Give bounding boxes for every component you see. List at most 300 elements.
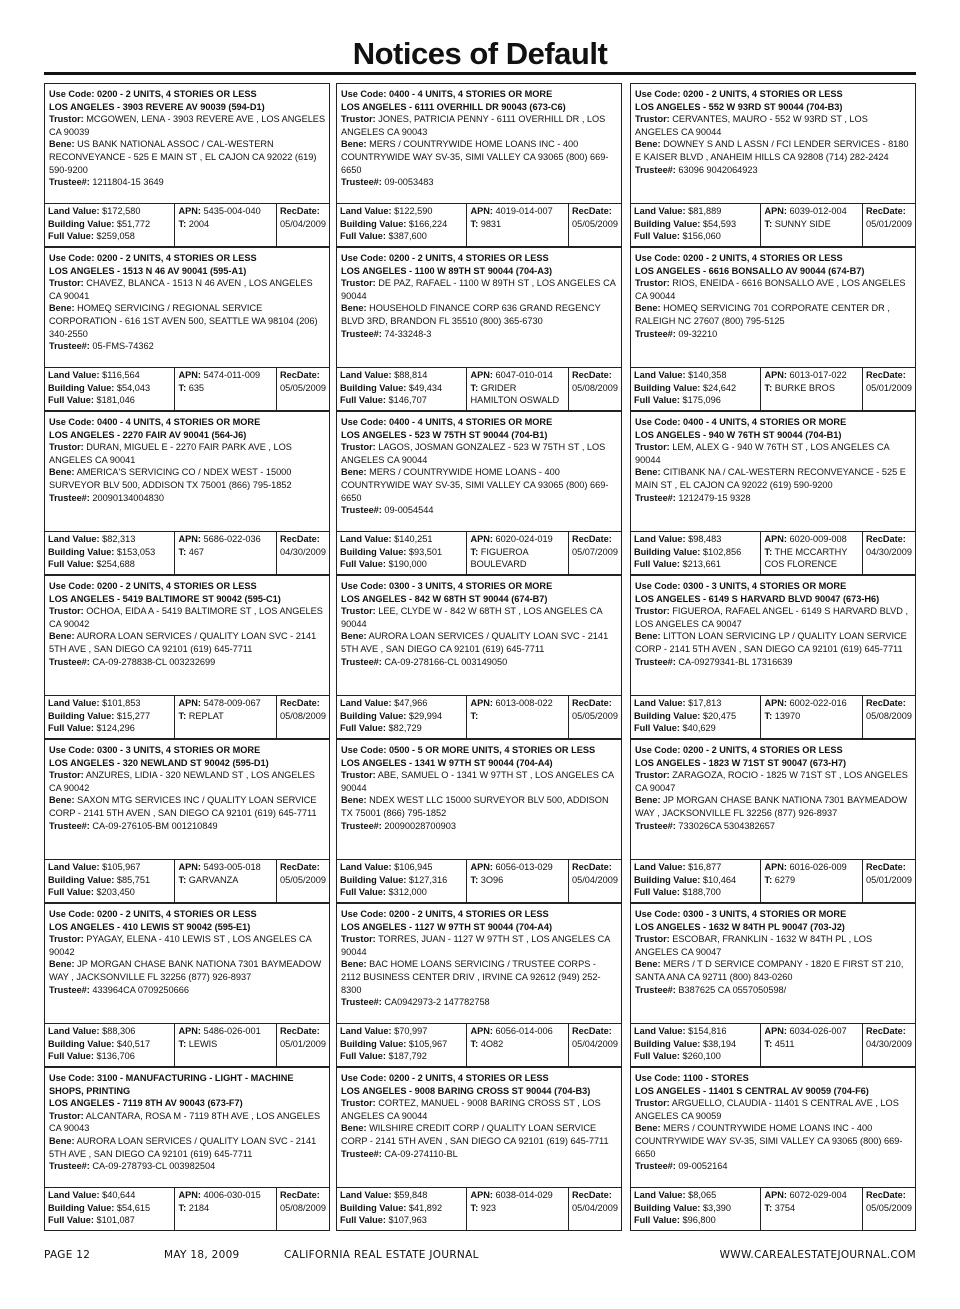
title-rule <box>44 72 916 75</box>
tract <box>178 382 273 395</box>
use-code: Use Code: 0200 - 2 UNITS, 4 STORIES OR LESS <box>341 1073 549 1083</box>
trustor-value: TORRES, JUAN - 1127 W 97TH ST , LOS ANGELES CA 90044 <box>341 934 610 957</box>
full-value-value: $175,096 <box>682 395 721 406</box>
trustor <box>341 277 618 302</box>
apn <box>764 861 859 874</box>
beneficiary <box>635 302 912 327</box>
trustor-value: ZARAGOZA, ROCIO - 1825 W 71ST ST , LOS ANGELES CA 90047 <box>635 770 908 793</box>
trustor <box>49 605 326 630</box>
apn-label: APN: <box>764 862 787 872</box>
building-value <box>48 1038 171 1051</box>
tract-value: 467 <box>188 546 205 557</box>
land-value-label: Land Value: <box>634 370 686 380</box>
beneficiary-value: MERS / COUNTRYWIDE HOME LOANS INC - 400 COUNTRYWIDE WAY SV-35, SIMI VALLEY CA 93065 (800) 669-6650 <box>341 139 609 175</box>
rec-date-cell <box>569 204 621 246</box>
rec-date-value: 05/04/2009 <box>572 1038 618 1049</box>
trustee-number <box>49 1160 326 1173</box>
land-value <box>634 1025 757 1038</box>
tract <box>764 1202 859 1215</box>
apn <box>178 369 273 382</box>
rec-date-label: RecDate: <box>866 698 906 708</box>
land-value <box>634 533 757 546</box>
building-value-label: Building Value: <box>340 382 407 393</box>
value-cell <box>337 532 467 574</box>
beneficiary-value: CITIBANK NA / CAL-WESTERN RECONVEYANCE - 525 E MAIN ST , EL CAJON CA 92022 (619) 590-9200 <box>635 467 906 490</box>
trustor <box>635 605 912 630</box>
notice-values-row <box>631 531 915 574</box>
building-value <box>340 218 463 231</box>
tract-value: 4O82 <box>480 1038 504 1049</box>
trustee-number-value: 20090028700903 <box>384 820 456 831</box>
apn <box>764 369 859 382</box>
value-cell <box>45 204 175 246</box>
building-value-value: $10,464 <box>702 874 737 885</box>
notices-column <box>336 83 622 1231</box>
notice-values-row <box>45 367 329 410</box>
rec-date-label: RecDate: <box>280 534 320 544</box>
apn-value: 6020-009-008 <box>789 534 847 544</box>
rec-date-cell <box>569 368 621 410</box>
apn-label: APN: <box>178 862 201 872</box>
trustee-number-label: Trustee#: <box>341 177 382 188</box>
land-value-value: $154,816 <box>688 1026 727 1036</box>
apn-value: 6016-026-009 <box>789 862 847 872</box>
notice-entry <box>630 903 916 1067</box>
use-code: Use Code: 0200 - 2 UNITS, 4 STORIES OR LESS <box>635 89 843 99</box>
apn-label: APN: <box>178 1026 201 1036</box>
trustor-value: ESCOBAR, FRANKLIN - 1632 W 84TH PL , LOS ANGELES CA 90047 <box>635 934 873 957</box>
land-value-label: Land Value: <box>634 698 686 708</box>
beneficiary-value: HOMEQ SERVICING 701 CORPORATE CENTER DR , RALEIGH NC 27607 (800) 795-5125 <box>635 303 890 326</box>
beneficiary-value: JP MORGAN CHASE BANK NATIONA 7301 BAYMEADOW WAY , JACKSONVILLE FL 32256 (877) 926-8937 <box>635 795 908 818</box>
beneficiary <box>49 794 326 819</box>
rec-date-cell <box>863 860 915 902</box>
building-value <box>634 546 757 559</box>
land-value <box>48 861 171 874</box>
trustor <box>49 1110 326 1135</box>
tract-value: 3O96 <box>480 874 504 885</box>
trustor <box>49 933 326 958</box>
rec-date-label: RecDate: <box>280 862 320 872</box>
trustee-number-value: CA-09279341-BL 17316639 <box>678 656 793 667</box>
beneficiary <box>341 1122 618 1147</box>
full-value-value: $190,000 <box>388 559 427 570</box>
trustee-number-value: 09-32210 <box>678 328 718 339</box>
trustor-value: DE PAZ, RAFAEL - 1100 W 89TH ST , LOS ANGELES CA 90044 <box>341 278 616 301</box>
full-value <box>48 886 171 899</box>
tract <box>178 874 273 887</box>
full-value <box>634 1050 757 1063</box>
full-value <box>634 722 757 735</box>
building-value-value: $24,642 <box>702 382 737 393</box>
building-value <box>340 874 463 887</box>
trustee-number-label: Trustee#: <box>341 656 382 667</box>
trustee-number-label: Trustee#: <box>49 341 90 352</box>
building-value-label: Building Value: <box>48 218 115 229</box>
notice-details <box>45 84 329 208</box>
full-value-label: Full Value: <box>634 887 680 898</box>
rec-date-cell <box>569 532 621 574</box>
building-value <box>634 1038 757 1051</box>
apn <box>470 697 565 710</box>
land-value-label: Land Value: <box>634 862 686 872</box>
land-value <box>340 1025 463 1038</box>
full-value-label: Full Value: <box>634 395 680 406</box>
land-value-value: $172,580 <box>102 206 141 216</box>
beneficiary-label: Bene: <box>635 1123 661 1134</box>
property-address: LOS ANGELES - 5419 BALTIMORE ST 90042 (595-C1) <box>49 593 281 604</box>
apn-value: 5435-004-040 <box>203 206 261 216</box>
value-cell <box>631 696 761 738</box>
trustor-value: PYAGAY, ELENA - 410 LEWIS ST , LOS ANGELES CA 90042 <box>49 934 312 957</box>
apn <box>178 533 273 546</box>
property-address: LOS ANGELES - 552 W 93RD ST 90044 (704-B3) <box>635 101 843 112</box>
value-cell <box>45 1188 175 1230</box>
trustee-number-value: 74-33248-3 <box>384 328 432 339</box>
trustor <box>341 605 618 630</box>
trustor-value: ALCANTARA, ROSA M - 7119 8TH AVE , LOS ANGELES CA 90043 <box>49 1110 321 1134</box>
beneficiary-value: HOUSEHOLD FINANCE CORP 636 GRAND REGENCY BLVD 3RD, BRANDON FL 35510 (800) 365-6730 <box>341 303 601 326</box>
apn-cell <box>467 204 569 246</box>
building-value-value: $166,224 <box>408 218 448 229</box>
property-address: LOS ANGELES - 1632 W 84TH PL 90047 (703-J2) <box>635 921 845 932</box>
property-address: LOS ANGELES - 1341 W 97TH ST 90044 (704-A4) <box>341 757 553 768</box>
value-cell <box>631 368 761 410</box>
building-value-label: Building Value: <box>340 1038 407 1049</box>
building-value-value: $54,043 <box>116 382 151 393</box>
full-value <box>48 394 171 407</box>
land-value-value: $140,251 <box>394 534 433 544</box>
rec-date-value: 05/08/2009 <box>866 710 912 721</box>
trustee-number-value: CA-09-274110-BL <box>384 1148 458 1159</box>
trustee-number-value: CA0942973-2 147782758 <box>384 997 490 1008</box>
beneficiary <box>49 302 326 340</box>
notice-values-row <box>45 859 329 902</box>
land-value-value: $106,945 <box>394 862 433 872</box>
property-address: LOS ANGELES - 1100 W 89TH ST 90044 (704-A3) <box>341 265 553 276</box>
tract-label: T: <box>178 1038 187 1049</box>
rec-date-label: RecDate: <box>866 370 906 380</box>
beneficiary <box>341 302 618 327</box>
tract-label: T: <box>178 546 187 557</box>
rec-date-cell <box>569 696 621 738</box>
beneficiary-label: Bene: <box>635 959 661 970</box>
apn <box>764 533 859 546</box>
rec-date-label: RecDate: <box>280 370 320 380</box>
property-address: LOS ANGELES - 3903 REVERE AV 90039 (594-D1) <box>49 101 265 112</box>
value-cell <box>45 532 175 574</box>
tract <box>764 710 859 723</box>
notice-details <box>45 412 329 536</box>
trustee-number-label: Trustee#: <box>49 1161 90 1172</box>
property-address: LOS ANGELES - 842 W 68TH ST 90044 (674-B7) <box>341 593 548 604</box>
tract-value: 3754 <box>774 1202 796 1213</box>
notice-values-row <box>337 695 621 738</box>
beneficiary-label: Bene: <box>635 795 661 806</box>
tract-value: 9831 <box>480 218 502 229</box>
trustee-number-label: Trustee#: <box>635 492 676 503</box>
rec-date-label: RecDate: <box>280 1190 320 1200</box>
trustee-number-value: 20090134004830 <box>92 492 164 503</box>
notice-details <box>337 412 621 536</box>
trustor-label: Trustor: <box>49 114 84 125</box>
full-value <box>48 1050 171 1063</box>
tract-label: T: <box>764 710 773 721</box>
beneficiary-value: DOWNEY S AND L ASSN / FCI LENDER SERVICES - 8180 E KAISER BLVD , ANAHEIM HILLS CA 92808 (714) 282-2424 <box>635 139 909 162</box>
trustor-label: Trustor: <box>635 114 670 125</box>
use-code: Use Code: 0300 - 3 UNITS, 4 STORIES OR MORE <box>341 581 553 591</box>
trustor-value: ANZURES, LIDIA - 320 NEWLAND ST , LOS ANGELES CA 90042 <box>49 770 315 793</box>
tract-value: 635 <box>188 382 205 393</box>
use-code: Use Code: 0400 - 4 UNITS, 4 STORIES OR MORE <box>49 417 261 427</box>
tract <box>470 1202 565 1215</box>
full-value-label: Full Value: <box>634 231 680 242</box>
building-value-value: $153,053 <box>116 546 156 557</box>
apn-value: 5486-026-001 <box>203 1026 261 1036</box>
trustor-value: OCHOA, EIDA A - 5419 BALTIMORE ST , LOS ANGELES CA 90042 <box>49 606 323 629</box>
notice-details <box>337 740 621 864</box>
rec-date-cell <box>277 696 329 738</box>
rec-date-cell <box>277 532 329 574</box>
full-value-value: $259,058 <box>96 231 135 242</box>
full-value <box>340 394 463 407</box>
beneficiary-value: AURORA LOAN SERVICES / QUALITY LOAN SVC - 2141 5TH AVE , SAN DIEGO CA 92101 (619) 645-7711 <box>49 631 317 654</box>
rec-date-value: 05/08/2009 <box>280 710 326 721</box>
full-value-value: $188,700 <box>682 887 721 898</box>
rec-date-cell <box>863 696 915 738</box>
rec-date-cell <box>569 1024 621 1066</box>
rec-date-value: 05/01/2009 <box>866 874 912 885</box>
full-value-label: Full Value: <box>48 231 94 242</box>
building-value-label: Building Value: <box>340 710 407 721</box>
trustee-number <box>49 492 326 505</box>
tract-label: T: <box>764 874 773 885</box>
apn-cell <box>175 1024 277 1066</box>
notice-details <box>631 904 915 1028</box>
tract <box>470 382 565 407</box>
footer-website[interactable]: WWW.CAREALESTATEJOURNAL.COM <box>719 1249 916 1261</box>
full-value-value: $107,963 <box>388 1215 427 1226</box>
full-value-value: $82,729 <box>388 723 422 734</box>
building-value-label: Building Value: <box>634 710 701 721</box>
property-address: LOS ANGELES - 6616 BONSALLO AV 90044 (674-B7) <box>635 265 865 276</box>
beneficiary-value: AMERICA'S SERVICING CO / NDEX WEST - 15000 SURVEYOR BLV 500, ADDISON TX 75001 (866) 795-1852 <box>49 467 292 490</box>
notice-entry <box>44 739 330 903</box>
building-value-label: Building Value: <box>48 1202 115 1213</box>
apn <box>470 369 565 382</box>
tract-value: 6279 <box>774 874 796 885</box>
notice-values-row <box>45 695 329 738</box>
beneficiary-label: Bene: <box>49 1135 75 1146</box>
land-value-value: $105,967 <box>102 862 141 872</box>
apn <box>178 861 273 874</box>
full-value <box>340 886 463 899</box>
beneficiary-label: Bene: <box>635 303 661 314</box>
beneficiary <box>341 630 618 655</box>
land-value <box>340 369 463 382</box>
tract-label: T: <box>470 1202 479 1213</box>
tract <box>470 710 565 723</box>
land-value-label: Land Value: <box>48 698 100 708</box>
building-value-label: Building Value: <box>634 874 701 885</box>
full-value-label: Full Value: <box>634 1215 680 1226</box>
trustor <box>49 277 326 302</box>
beneficiary-value: NDEX WEST LLC 15000 SURVEYOR BLV 500, ADDISON TX 75001 (866) 795-1852 <box>341 795 609 818</box>
trustee-number <box>341 656 618 669</box>
beneficiary-label: Bene: <box>341 139 367 150</box>
apn-cell <box>175 696 277 738</box>
apn-value: 6013-008-022 <box>495 698 553 708</box>
trustee-number-label: Trustee#: <box>341 505 382 516</box>
trustor-value: RIOS, ENEIDA - 6616 BONSALLO AVE , LOS ANGELES CA 90044 <box>635 278 906 301</box>
trustee-number-label: Trustee#: <box>341 820 382 831</box>
tract-label: T: <box>764 382 773 393</box>
rec-date-label: RecDate: <box>866 862 906 872</box>
rec-date-value: 04/30/2009 <box>280 546 326 557</box>
beneficiary <box>49 630 326 655</box>
full-value-label: Full Value: <box>340 559 386 570</box>
trustor-value: CHAVEZ, BLANCA - 1513 N 46 AVEN , LOS ANGELES CA 90041 <box>49 278 313 301</box>
building-value-value: $20,475 <box>702 710 737 721</box>
apn-label: APN: <box>470 370 493 380</box>
trustor-value: FIGUEROA, RAFAEL ANGEL - 6149 S HARVARD BLVD , LOS ANGELES CA 90047 <box>635 606 908 629</box>
apn-label: APN: <box>764 1190 787 1200</box>
property-address: LOS ANGELES - 9008 BARING CROSS ST 90044 (704-B3) <box>341 1085 591 1096</box>
land-value <box>48 369 171 382</box>
full-value-label: Full Value: <box>340 1051 386 1062</box>
trustor <box>49 113 326 138</box>
apn-cell <box>761 532 863 574</box>
value-cell <box>631 204 761 246</box>
trustor-value: CERVANTES, MAURO - 552 W 93RD ST , LOS ANGELES CA 90044 <box>635 114 868 137</box>
beneficiary-value: SAXON MTG SERVICES INC / QUALITY LOAN SERVICE CORP - 2141 5TH AVEN , SAN DIEGO CA 92101 (619) 645-7711 <box>49 795 317 818</box>
apn-cell <box>467 1188 569 1230</box>
use-code: Use Code: 0400 - 4 UNITS, 4 STORIES OR MORE <box>635 417 847 427</box>
building-value <box>634 382 757 395</box>
beneficiary <box>49 1135 326 1160</box>
beneficiary <box>341 958 618 996</box>
trustor-label: Trustor: <box>341 1098 376 1109</box>
building-value-label: Building Value: <box>48 546 115 557</box>
use-code: Use Code: 0400 - 4 UNITS, 4 STORIES OR MORE <box>341 89 553 99</box>
notice-values-row <box>45 1187 329 1230</box>
land-value-value: $140,358 <box>688 370 727 380</box>
trustee-number <box>49 176 326 189</box>
trustee-number-value: 09-0052164 <box>678 1161 728 1172</box>
full-value <box>48 230 171 243</box>
land-value-label: Land Value: <box>340 698 392 708</box>
land-value-label: Land Value: <box>48 206 100 216</box>
full-value <box>634 394 757 407</box>
tract <box>764 1038 859 1051</box>
rec-date-value: 04/30/2009 <box>866 546 912 557</box>
land-value-label: Land Value: <box>340 1026 392 1036</box>
tract <box>764 874 859 887</box>
trustor <box>635 441 912 466</box>
trustee-number-value: CA-09-278793-CL 003982504 <box>92 1161 216 1172</box>
trustor-label: Trustor: <box>635 770 670 781</box>
use-code: Use Code: 0200 - 2 UNITS, 4 STORIES OR LESS <box>49 253 257 263</box>
trustor <box>341 933 618 958</box>
trustee-number <box>635 492 912 505</box>
trustee-number-value: 63096 9042064923 <box>678 164 758 175</box>
full-value-value: $387,600 <box>388 231 427 242</box>
beneficiary-value: MERS / T D SERVICE COMPANY - 1820 E FIRST ST 210, SANTA ANA CA 92711 (800) 843-0260 <box>635 959 904 982</box>
trustee-number <box>341 504 618 517</box>
tract <box>764 218 859 231</box>
notice-entry <box>336 247 622 411</box>
use-code: Use Code: 0200 - 2 UNITS, 4 STORIES OR LESS <box>635 745 843 755</box>
beneficiary <box>635 794 912 819</box>
full-value-label: Full Value: <box>48 559 94 570</box>
trustee-number <box>341 820 618 833</box>
apn-cell <box>467 696 569 738</box>
tract-label: T: <box>764 218 773 229</box>
land-value-value: $81,889 <box>688 206 722 216</box>
trustee-number-label: Trustee#: <box>635 984 676 995</box>
notice-details <box>45 740 329 864</box>
apn-label: APN: <box>178 370 201 380</box>
full-value <box>634 886 757 899</box>
notice-entry <box>336 575 622 739</box>
rec-date-label: RecDate: <box>572 370 612 380</box>
trustor-value: CORTEZ, MANUEL - 9008 BARING CROSS ST , LOS ANGELES CA 90044 <box>341 1098 601 1121</box>
rec-date-value: 05/07/2009 <box>572 546 618 557</box>
trustee-number <box>635 984 912 997</box>
use-code: Use Code: 0300 - 3 UNITS, 4 STORIES OR MORE <box>635 909 847 919</box>
rec-date-label: RecDate: <box>866 1190 906 1200</box>
beneficiary-label: Bene: <box>635 631 661 642</box>
trustee-number <box>341 176 618 189</box>
apn <box>470 1189 565 1202</box>
land-value-value: $122,590 <box>394 206 433 216</box>
building-value-value: $93,501 <box>408 546 443 557</box>
apn-value: 6056-013-029 <box>495 862 553 872</box>
full-value-value: $96,800 <box>682 1215 716 1226</box>
tract <box>178 218 273 231</box>
full-value-label: Full Value: <box>340 887 386 898</box>
building-value-value: $15,277 <box>116 710 151 721</box>
tract-value: 13970 <box>774 710 801 721</box>
apn-cell <box>467 368 569 410</box>
notice-details <box>45 1068 329 1192</box>
page-footer <box>44 1249 916 1265</box>
land-value <box>340 1189 463 1202</box>
trustor-value: DURAN, MIGUEL E - 2270 FAIR PARK AVE , LOS ANGELES CA 90041 <box>49 442 292 465</box>
rec-date-label: RecDate: <box>572 862 612 872</box>
rec-date-value: 05/05/2009 <box>280 382 326 393</box>
notice-entry <box>336 411 622 575</box>
rec-date-label: RecDate: <box>866 1026 906 1036</box>
notice-details <box>337 904 621 1028</box>
building-value-value: $54,593 <box>702 218 737 229</box>
notice-entry <box>630 1067 916 1231</box>
apn-value: 6056-014-006 <box>495 1026 553 1036</box>
building-value-label: Building Value: <box>634 1038 701 1049</box>
use-code: Use Code: 0400 - 4 UNITS, 4 STORIES OR MORE <box>341 417 553 427</box>
value-cell <box>337 696 467 738</box>
full-value <box>48 722 171 735</box>
apn <box>178 205 273 218</box>
value-cell <box>337 368 467 410</box>
trustor-value: JONES, PATRICIA PENNY - 6111 OVERHILL DR , LOS ANGELES CA 90043 <box>341 114 606 137</box>
trustee-number-value: CA-09-278166-CL 003149050 <box>384 656 508 667</box>
apn-cell <box>761 368 863 410</box>
notice-values-row <box>631 1023 915 1066</box>
trustor-label: Trustor: <box>635 278 670 289</box>
trustee-number-value: 1211804-15 3649 <box>92 177 164 188</box>
full-value-label: Full Value: <box>634 1051 680 1062</box>
